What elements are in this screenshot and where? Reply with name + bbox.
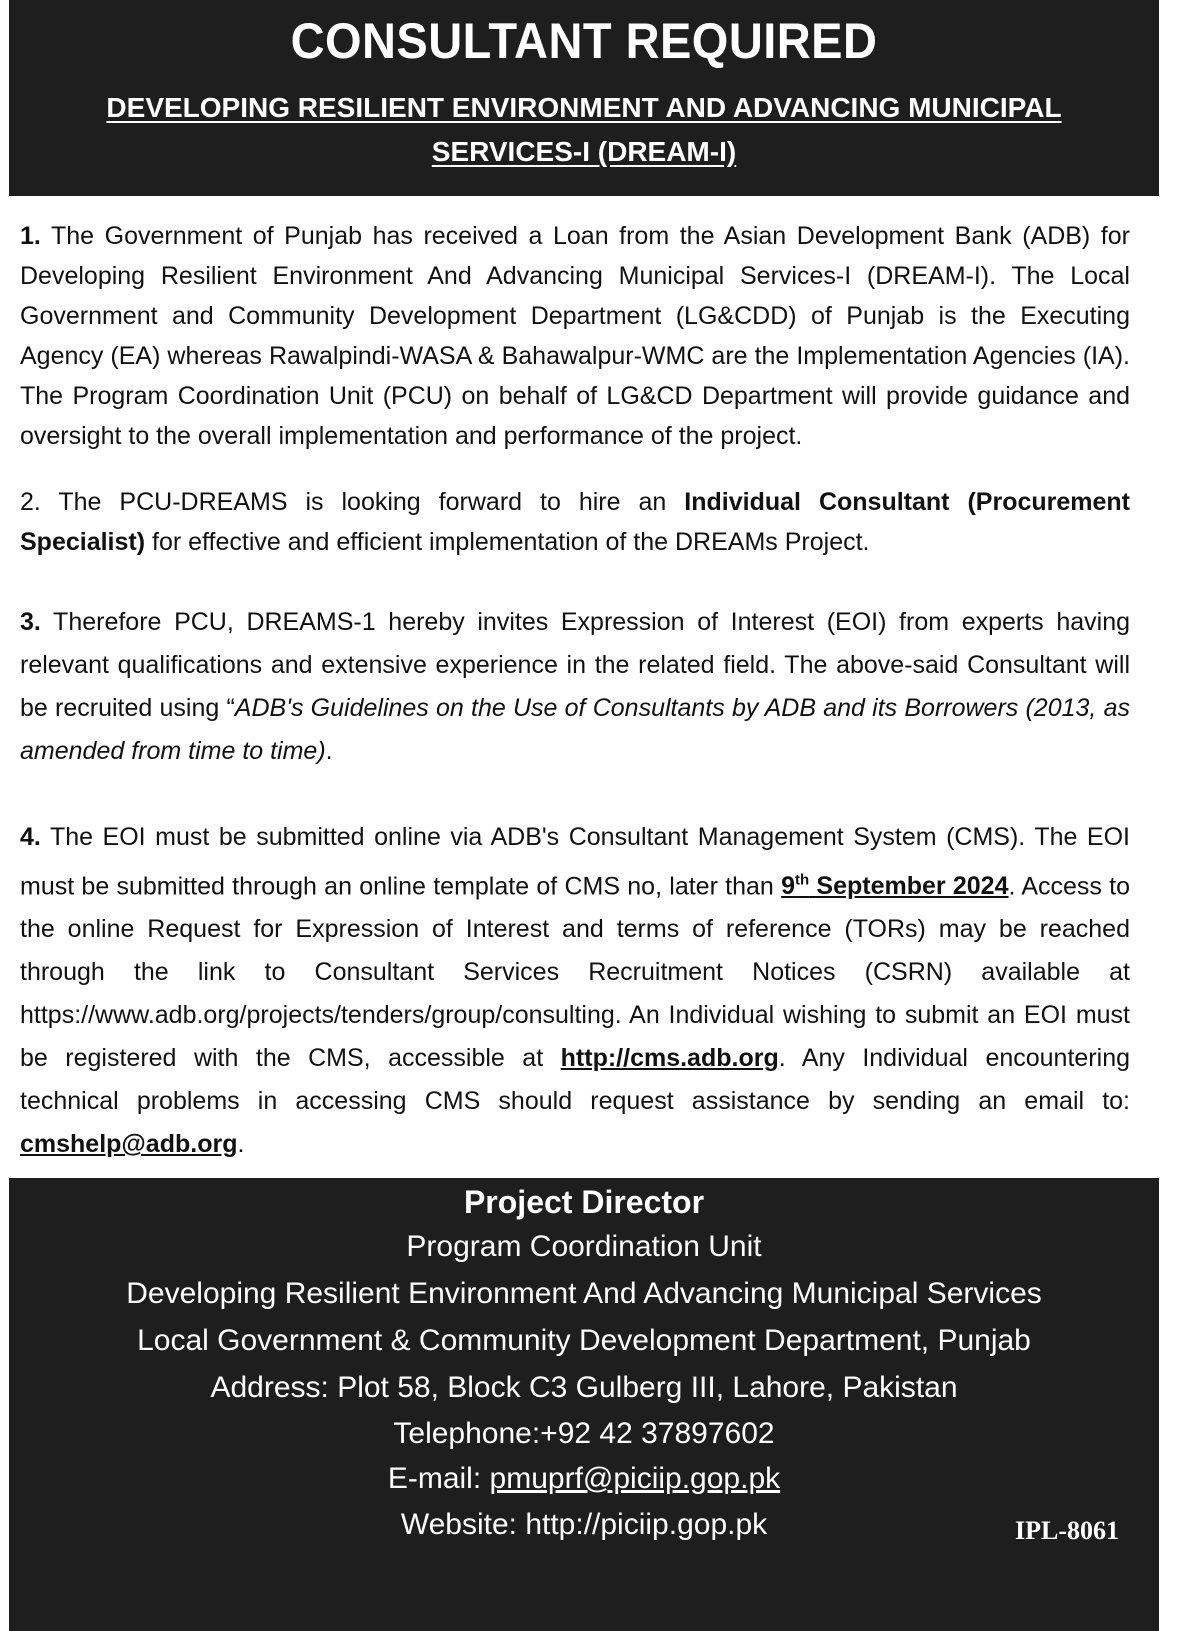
deadline-day: 9 <box>781 872 795 901</box>
footer-program: Developing Resilient Environment And Advancing Municipal Services <box>126 1277 1042 1310</box>
footer-telephone: Telephone:+92 42 37897602 <box>393 1417 775 1450</box>
paragraph-4-mid2: . Any Individual encountering technical problems in accessing CMS should request assistance by sending an email to: <box>20 1044 1130 1116</box>
paragraph-4-tail: . <box>237 1130 245 1159</box>
paragraph-2-lead: 2. The PCU-DREAMS is looking forward to hire an <box>20 488 685 516</box>
paragraph-4 <box>20 816 1130 1166</box>
footer-email-link[interactable]: pmuprf@piciip.gop.pk <box>489 1462 781 1495</box>
paragraph-3-number: 3. <box>20 608 41 636</box>
footer-director: Project Director <box>463 1184 705 1220</box>
paragraph-4-number: 4. <box>20 823 41 851</box>
cms-link[interactable]: http://cms.adb.org <box>560 1044 779 1073</box>
subtitle-line-1: DEVELOPING RESILIENT ENVIRONMENT AND ADVANCING MUNICIPAL <box>106 92 1062 123</box>
deadline-date <box>781 872 1008 900</box>
subtitle-line-2: SERVICES-I (DREAM-I) <box>431 136 737 167</box>
paragraph-1 <box>20 216 1130 456</box>
help-email-link[interactable]: cmshelp@adb.org <box>20 1130 238 1159</box>
reference-code: IPL-8061 <box>1015 1516 1119 1545</box>
footer-email-line <box>9 1462 1159 1496</box>
header-band <box>9 0 1159 196</box>
paragraph-3-tail: . <box>325 737 333 765</box>
footer-band <box>9 1178 1159 1631</box>
paragraph-3 <box>20 601 1130 773</box>
footer-unit: Program Coordination Unit <box>406 1230 762 1263</box>
deadline-day-suffix: th <box>794 872 810 889</box>
paragraph-1-number: 1. <box>20 222 41 250</box>
paragraph-4-mid: . Access to the online Request for Expression of Interest and terms of reference (TORs) may be reached through the link to Consultant Services Recruitment Notices (CSRN) available at https://www.adb.org/projects/tenders/group/consulting. An Individual wishing to submit an EOI must be registered with the CMS, accessible at <box>20 872 1131 1073</box>
paragraph-4-lead: The EOI must be submitted online via ADB's Consultant Management System (CMS). The EOI must be submitted through an online template of CMS no, later than <box>20 823 1130 901</box>
paragraph-2-position: Individual Consultant (Procurement Specialist) <box>20 488 1130 556</box>
footer-website[interactable]: Website: http://piciip.gop.pk <box>400 1508 768 1541</box>
paragraph-2-tail: for effective and efficient implementation of the DREAMs Project. <box>145 528 870 556</box>
paragraph-3-guidelines: ADB's Guidelines on the Use of Consultants by ADB and its Borrowers (2013, as amended from time to time) <box>20 694 1130 765</box>
footer-email-label: E-mail: <box>387 1462 490 1495</box>
paragraph-3-lead: Therefore PCU, DREAMS-1 hereby invites Expression of Interest (EOI) from experts having relevant qualifications and extensive experience in the related field. The above-said Consultant will be recruited using “ <box>20 608 1130 722</box>
paragraph-2 <box>20 482 1130 562</box>
page-title: CONSULTANT REQUIRED <box>290 13 878 69</box>
deadline-month-year: September 2024 <box>809 872 1009 901</box>
paragraph-1-text: The Government of Punjab has received a Loan from the Asian Development Bank (ADB) for Developing Resilient Environment And Advancing Municipal Services-I (DREAM-I). The Local Government and Community Development Department (LG&CDD) of Punjab is the Executing Agency (EA) whereas Rawalpindi-WASA & Bahawalpur-WMC are the Implementation Agencies (IA). The Program Coordination Unit (PCU) on behalf of LG&CD Department will provide guidance and oversight to the overall implementation and performance of the project. <box>20 222 1130 450</box>
footer-department: Local Government & Community Development Department, Punjab <box>137 1324 1031 1357</box>
footer-address: Address: Plot 58, Block C3 Gulberg III, Lahore, Pakistan <box>210 1371 958 1404</box>
